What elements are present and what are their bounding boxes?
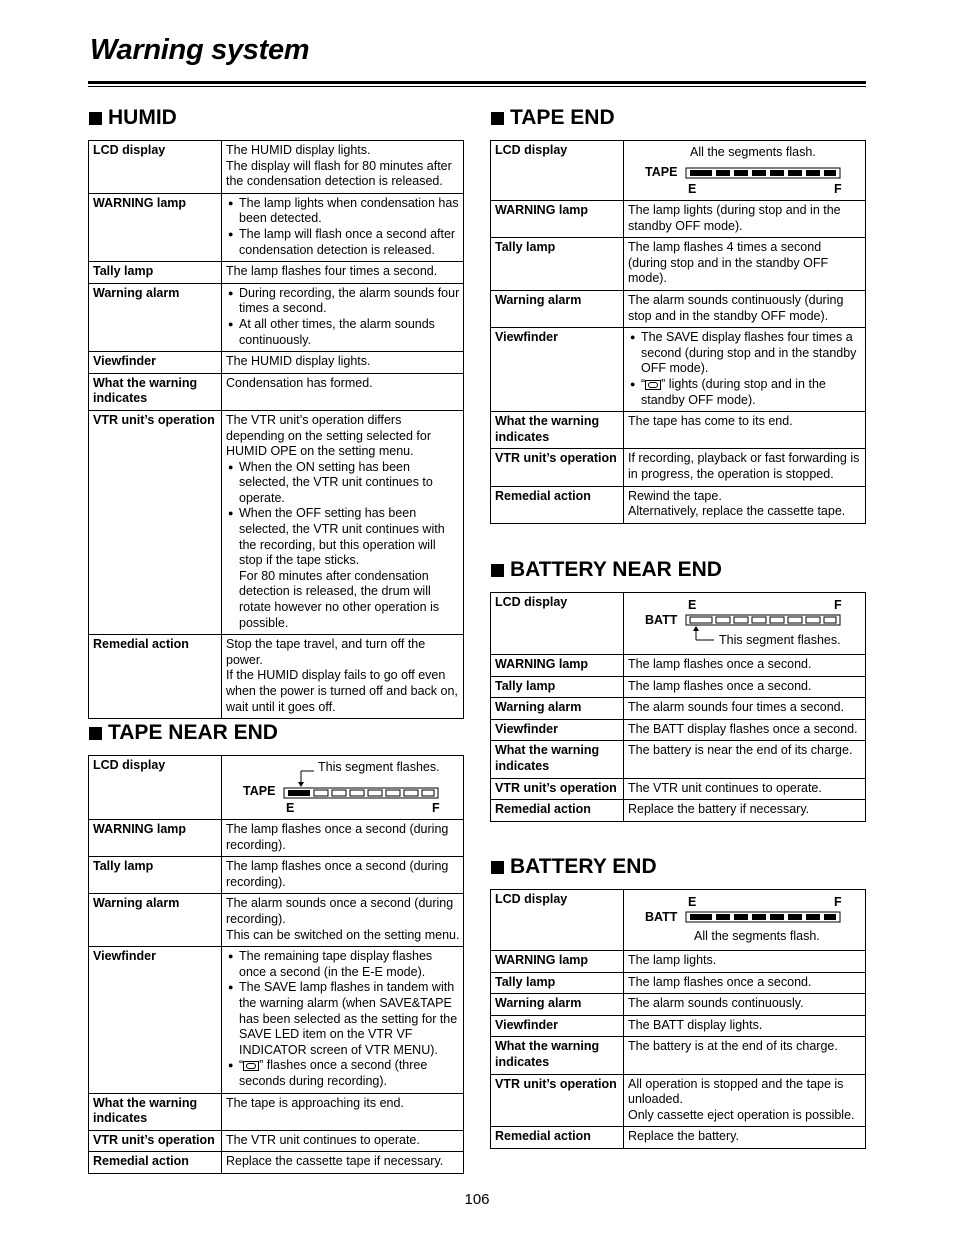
- table-row: WARNING lamp The lamp flashes once a second.: [491, 655, 866, 677]
- table-row: Warning alarm The alarm sounds continuously (during stop and in the standby OFF mode).: [491, 290, 866, 327]
- section-battery-near-end: [490, 555, 866, 822]
- table-row: Warning alarm ● During recording, the alarm sounds four times a second. ● At all other times, the alarm sounds continuously.: [89, 283, 464, 351]
- table-row: What the warning indicates The battery is near the end of its charge.: [491, 741, 866, 778]
- section-heading: TAPE NEAR END: [88, 718, 464, 748]
- table-row: VTR unit’s operation If recording, playback or fast forwarding is in progress, the operation is stopped.: [491, 449, 866, 486]
- table-row: Remedial action Replace the battery if necessary.: [491, 800, 866, 822]
- table-row: Remedial action Replace the battery.: [491, 1127, 866, 1149]
- title-rule: [88, 81, 866, 84]
- section-heading: BATTERY NEAR END: [490, 555, 866, 585]
- table-row: LCD display This segment flashes. TAPE E F: [89, 756, 464, 820]
- table-row: LCD display E F BATT All the segments flash.: [491, 890, 866, 951]
- square-bullet-icon: [491, 564, 504, 577]
- table-row: Tally lamp The lamp flashes four times a second.: [89, 262, 464, 284]
- table-row: Warning alarm The alarm sounds once a second (during recording). This can be switched on the setting menu.: [89, 894, 464, 947]
- section-tape-near-end: [88, 718, 464, 1174]
- table-row: What the warning indicates Condensation has formed.: [89, 373, 464, 410]
- section-heading: TAPE END: [490, 103, 866, 133]
- table-row: WARNING lamp The lamp flashes once a second (during recording).: [89, 820, 464, 857]
- page-title: Warning system: [90, 34, 310, 66]
- section-heading: HUMID: [88, 103, 464, 133]
- table-row: Viewfinder The HUMID display lights.: [89, 352, 464, 374]
- square-bullet-icon: [491, 861, 504, 874]
- cassette-icon: [243, 1061, 259, 1071]
- table-row: LCD display E F BATT This segment flashes.: [491, 593, 866, 655]
- table-row: WARNING lamp The lamp lights (during stop and in the standby OFF mode).: [491, 201, 866, 238]
- table-row: Remedial action Stop the tape travel, and turn off the power. If the HUMID display fails to go off even when the power is turned off and back on, wait until it goes off.: [89, 635, 464, 719]
- table-row: Warning alarm The alarm sounds four times a second.: [491, 698, 866, 720]
- table-row: Remedial action Replace the cassette tape if necessary.: [89, 1152, 464, 1174]
- tape-end-table: [490, 140, 866, 524]
- table-row: WARNING lamp The lamp lights.: [491, 951, 866, 973]
- humid-table: [88, 140, 464, 719]
- square-bullet-icon: [89, 112, 102, 125]
- table-row: What the warning indicates The tape has come to its end.: [491, 412, 866, 449]
- table-row: What the warning indicates The battery is at the end of its charge.: [491, 1037, 866, 1074]
- table-row: Tally lamp The lamp flashes once a second (during recording).: [89, 857, 464, 894]
- table-row: Warning alarm The alarm sounds continuously.: [491, 994, 866, 1016]
- table-row: Viewfinder ● The remaining tape display flashes once a second (in the E-E mode). ● The SAVE lamp flashes in tandem with the warning alarm (when SAVE&TAPE has been selected as the setting for the SAVE LED item on the VTR VF INDICATOR screen of VTR MENU). ● “ ” flashes once a second (three seconds during recording).: [89, 947, 464, 1093]
- battery-end-table: [490, 889, 866, 1149]
- table-row: Viewfinder The BATT display flashes once a second.: [491, 719, 866, 741]
- table-row: What the warning indicates The tape is approaching its end.: [89, 1093, 464, 1130]
- table-row: Remedial action Rewind the tape. Alternatively, replace the cassette tape.: [491, 486, 866, 523]
- tape-near-end-table: [88, 755, 464, 1174]
- table-row: Viewfinder The BATT display lights.: [491, 1015, 866, 1037]
- table-row: VTR unit’s operation The VTR unit’s operation differs depending on the setting selected for HUMID OPE on the setting menu. ● When the ON setting has been selected, the VTR unit continues to operate. ● When the OFF setting has been selected, the VTR unit continues with the recording, but this operation will stop if the tape sticks. For 80 minutes after condensation detection is released, the drum will rotate however no other operation is possible.: [89, 410, 464, 634]
- table-row: LCD display The HUMID display lights. The display will flash for 80 minutes after the condensation detection is released.: [89, 141, 464, 194]
- section-heading: BATTERY END: [490, 852, 866, 882]
- table-row: VTR unit’s operation The VTR unit continues to operate.: [491, 778, 866, 800]
- table-row: Viewfinder ● The SAVE display flashes four times a second (during stop and in the standby OFF mode). ● “ ” lights (during stop and in the standby OFF mode).: [491, 328, 866, 412]
- section-battery-end: [490, 852, 866, 1149]
- page-number: 106: [464, 1191, 490, 1208]
- lcd-tape-end-diagram: All the segments flash. TAPE E F: [628, 143, 862, 197]
- cassette-icon: [645, 380, 661, 390]
- table-row: Tally lamp The lamp flashes once a second.: [491, 972, 866, 994]
- lcd-battery-end-diagram: E F BATT All the segments flash.: [628, 892, 862, 947]
- table-row: VTR unit’s operation The VTR unit continues to operate.: [89, 1130, 464, 1152]
- table-row: Tally lamp The lamp flashes once a second.: [491, 676, 866, 698]
- section-humid: [88, 103, 464, 719]
- lcd-battery-near-end-diagram: E F BATT This segment flashes.: [628, 595, 862, 651]
- battery-near-end-table: [490, 592, 866, 822]
- square-bullet-icon: [491, 112, 504, 125]
- table-row: WARNING lamp ● The lamp lights when condensation has been detected. ● The lamp will flash once a second after condensation detection is released.: [89, 193, 464, 261]
- table-row: LCD display All the segments flash. TAPE E F: [491, 141, 866, 201]
- lcd-tape-near-end-diagram: This segment flashes. TAPE E F: [226, 758, 460, 816]
- section-tape-end: [490, 103, 866, 524]
- table-row: VTR unit’s operation All operation is stopped and the tape is unloaded. Only cassette eject operation is possible.: [491, 1074, 866, 1127]
- table-row: Tally lamp The lamp flashes 4 times a second (during stop and in the standby OFF mode).: [491, 238, 866, 291]
- title-rule-thin: [88, 86, 866, 87]
- square-bullet-icon: [89, 727, 102, 740]
